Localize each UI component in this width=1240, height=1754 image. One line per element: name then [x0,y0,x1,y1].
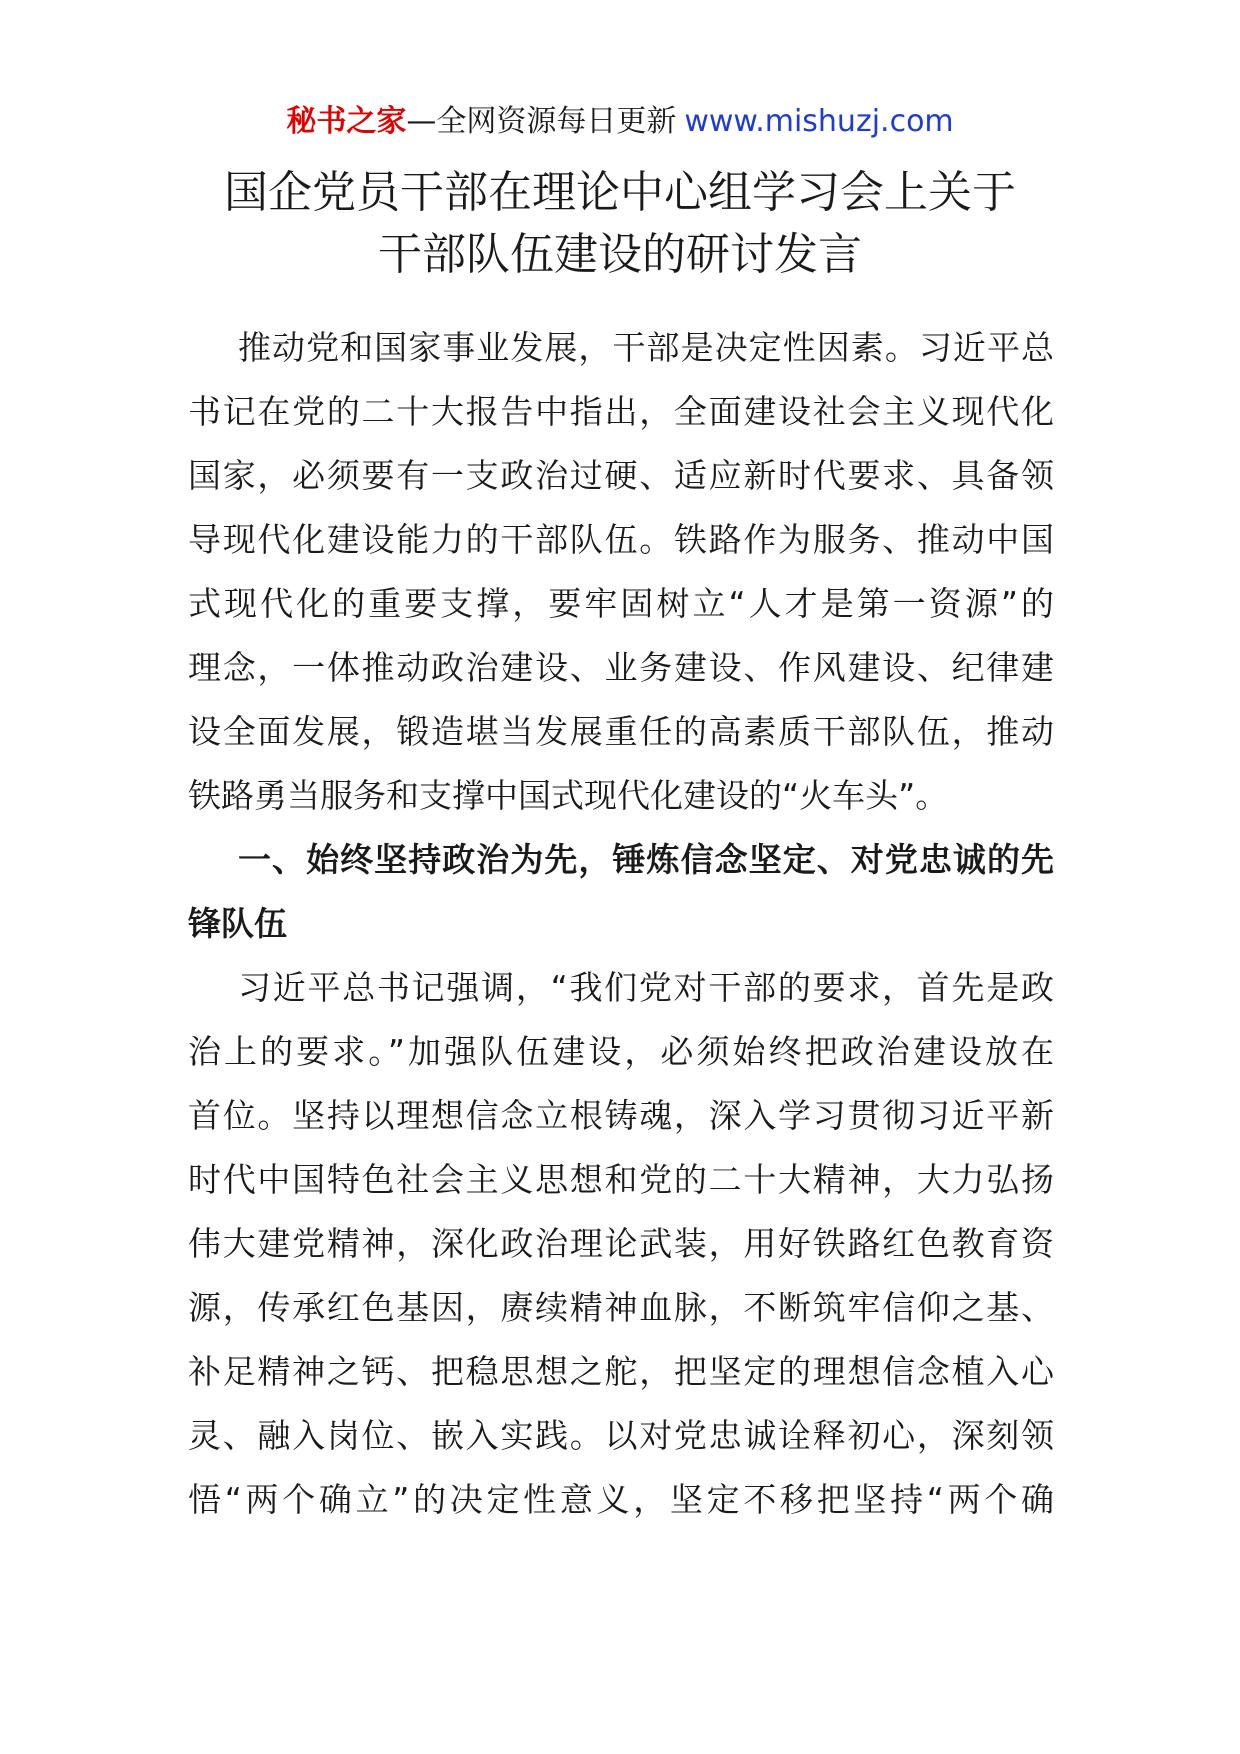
document-body [188,316,1054,1532]
text-line: 时代中国特色社会主义思想和党的二十大精神，大力弘扬 [188,1160,1054,1199]
text-line: 灵、融入岗位、嵌入实践。以对党忠诚诠释初心，深刻领 [188,1416,1054,1455]
text-line: 首位。坚持以理想信念立根铸魂，深入学习贯彻习近平新 [188,1096,1054,1135]
site-url-link[interactable]: www.mishuzj.com [684,104,954,139]
brand-name: 秘书之家 [286,104,407,139]
text-line: 理念，一体推动政治建设、业务建设、作风建设、纪律建 [188,648,1054,687]
text-line: 悟“两个确立”的决定性意义，坚定不移把坚持“两个确 [188,1480,1054,1519]
text-line: 源，传承红色基因，赓续精神血脉，不断筑牢信仰之基、 [188,1288,1054,1327]
text-line: 伟大建党精神，深化政治理论武装，用好铁路红色教育资 [188,1224,1054,1263]
text-line: 铁路勇当服务和支撑中国式现代化建设的“火车头”。 [188,776,949,815]
text-line: 习近平总书记强调，“我们党对干部的要求，首先是政 [238,968,1054,1007]
title-line-2: 干部队伍建设的研讨发言 [378,229,862,280]
text-line: 导现代化建设能力的干部队伍。铁路作为服务、推动中国 [188,520,1054,559]
text-line: 式现代化的重要支撑，要牢固树立“人才是第一资源”的 [188,584,1054,623]
text-line: 设全面发展，锻造堪当发展重任的高素质干部队伍，推动 [188,712,1054,751]
paragraph-intro [188,316,1054,828]
site-banner [0,100,1240,144]
section-heading-1 [188,828,1054,956]
title-line-1: 国企党员干部在理论中心组学习会上关于 [224,167,1016,218]
text-line: 国家，必须要有一支政治过硬、适应新时代要求、具备领 [188,456,1054,495]
heading-line: 一、始终坚持政治为先，锤炼信念坚定、对党忠诚的先 [238,840,1054,879]
text-line: 书记在党的二十大报告中指出，全面建设社会主义现代化 [188,392,1054,431]
paragraph-section-1 [188,956,1054,1532]
text-line: 补足精神之钙、把稳思想之舵，把坚定的理想信念植入心 [188,1352,1054,1391]
text-line: 推动党和国家事业发展，干部是决定性因素。习近平总 [238,328,1054,367]
document-title [150,162,1090,286]
heading-line: 锋队伍 [188,904,287,943]
text-line: 治上的要求。”加强队伍建设，必须始终把政治建设放在 [188,1032,1054,1071]
banner-tagline: —全网资源每日更新 [406,104,677,139]
